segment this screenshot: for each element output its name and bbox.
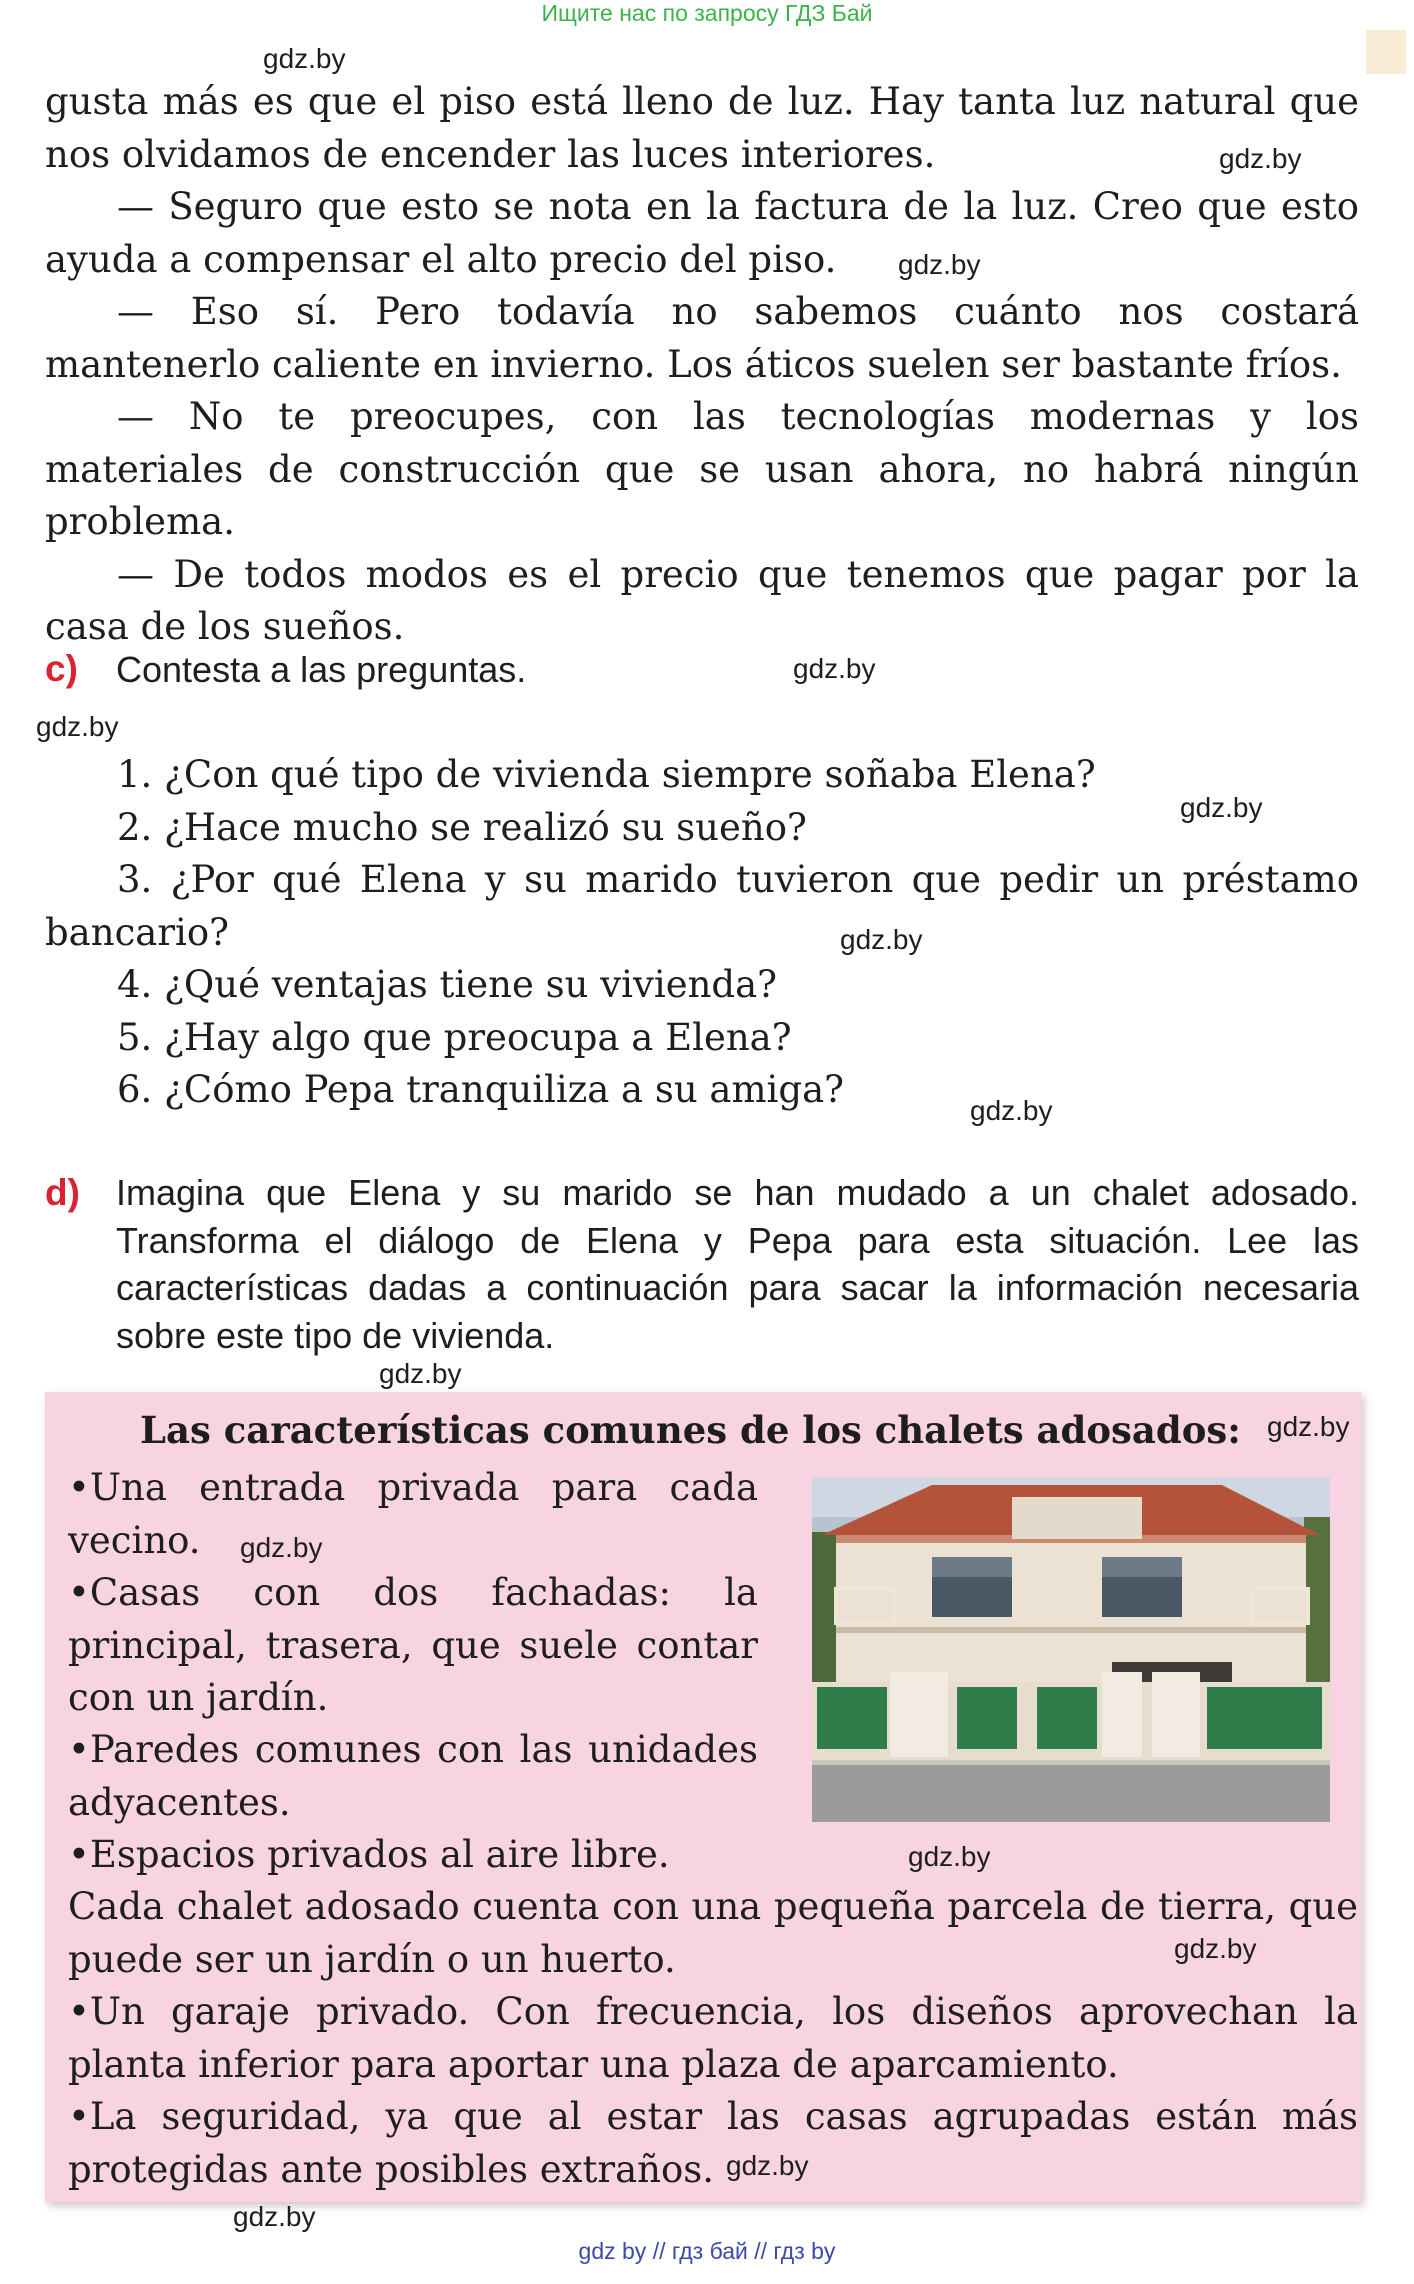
box-title: Las características comunes de los chalets adosados: bbox=[140, 1408, 1241, 1452]
watermark: gdz.by bbox=[1267, 1411, 1350, 1442]
dialogue-line: — Eso sí. Pero todavía no sabemos cuánto nos costará mantenerlo caliente en invierno. Los áticos suelen ser bastante fríos. bbox=[45, 290, 1359, 386]
watermark: gdz.by bbox=[379, 1358, 462, 1389]
watermark: gdz.by bbox=[240, 1532, 323, 1563]
top-banner[interactable]: Ищите нас по запросу ГДЗ Бай bbox=[541, 0, 873, 26]
dialogue-line: — De todos modos es el precio que tenemos que pagar por la casa de los sueños. bbox=[45, 552, 1359, 648]
box-item: •Paredes comunes con las unidades adyacentes. bbox=[68, 1728, 758, 1824]
dialogue-line: gusta más es que el piso está lleno de luz. Hay tanta luz natural que nos olvidamos de encender las luces interiores. bbox=[45, 80, 1359, 176]
dialogue-text bbox=[45, 76, 1359, 654]
question-item: 1. ¿Con qué tipo de vivienda siempre soñaba Elena? bbox=[117, 753, 1096, 796]
section-d-letter: d) bbox=[45, 1172, 80, 1213]
box-item: •Espacios privados al aire libre. bbox=[68, 1833, 670, 1876]
dialogue-line: — Seguro que esto se nota en la factura de la luz. Creo que esto ayuda a compensar el alto precio del piso. bbox=[45, 185, 1359, 281]
watermark: gdz.by bbox=[908, 1841, 991, 1872]
watermark: gdz.by bbox=[898, 249, 981, 280]
box-item: •Un garaje privado. Con frecuencia, los diseños aprovechan la planta inferior para aportar una plaza de aparcamiento. bbox=[68, 1990, 1358, 2086]
watermark: gdz.by bbox=[233, 2201, 316, 2232]
townhouse-photo bbox=[812, 1477, 1330, 1822]
watermark: gdz.by bbox=[36, 711, 119, 742]
dialogue-line: — No te preocupes, con las tecnologías modernas y los materiales de construcción que se usan ahora, no habrá ningún problema. bbox=[45, 395, 1359, 543]
box-item: Cada chalet adosado cuenta con una pequeña parcela de tierra, que puede ser un jardín o un huerto. bbox=[68, 1885, 1358, 1981]
box-item: •Casas con dos fachadas: la principal, trasera, que suele contar con un jardín. bbox=[68, 1571, 758, 1719]
watermark: gdz.by bbox=[1174, 1933, 1257, 1964]
section-c-letter: c) bbox=[45, 648, 78, 689]
watermark: gdz.by bbox=[1180, 792, 1263, 823]
section-d-instruction: Imagina que Elena y su marido se han mudado a un chalet adosado. Transforma el diálogo de Elena y Pepa para esta situación. Lee las características dadas a continuación para sacar la información necesaria sobre este tipo de vivienda. bbox=[116, 1172, 1359, 1356]
corner-tab bbox=[1366, 30, 1406, 74]
watermark: gdz.by bbox=[793, 653, 876, 684]
section-c-instruction: Contesta a las preguntas. bbox=[116, 649, 527, 690]
question-item: 4. ¿Qué ventajas tiene su vivienda? bbox=[117, 963, 778, 1006]
question-item: 6. ¿Cómo Pepa tranquiliza a su amiga? bbox=[117, 1068, 844, 1111]
question-item: 2. ¿Hace mucho se realizó su sueño? bbox=[117, 805, 807, 849]
watermark: gdz.by bbox=[263, 43, 346, 74]
question-list bbox=[45, 749, 1359, 1117]
watermark: gdz.by bbox=[726, 2150, 809, 2181]
question-item: 5. ¿Hay algo que preocupa a Elena? bbox=[117, 1015, 792, 1059]
watermark: gdz.by bbox=[840, 924, 923, 955]
box-item: •La seguridad, ya que al estar las casas agrupadas están más protegidas ante posibles extraños. bbox=[68, 2095, 1358, 2191]
watermark: gdz.by bbox=[970, 1095, 1053, 1126]
watermark: gdz.by bbox=[1219, 143, 1302, 174]
box-item: •Una entrada privada para cada vecino. bbox=[68, 1466, 758, 1562]
question-item: 3. ¿Por qué Elena y su marido tuvieron que pedir un préstamo bancario? bbox=[45, 858, 1359, 954]
bottom-footer[interactable]: gdz by // гдз бай // гдз by bbox=[578, 2238, 836, 2264]
